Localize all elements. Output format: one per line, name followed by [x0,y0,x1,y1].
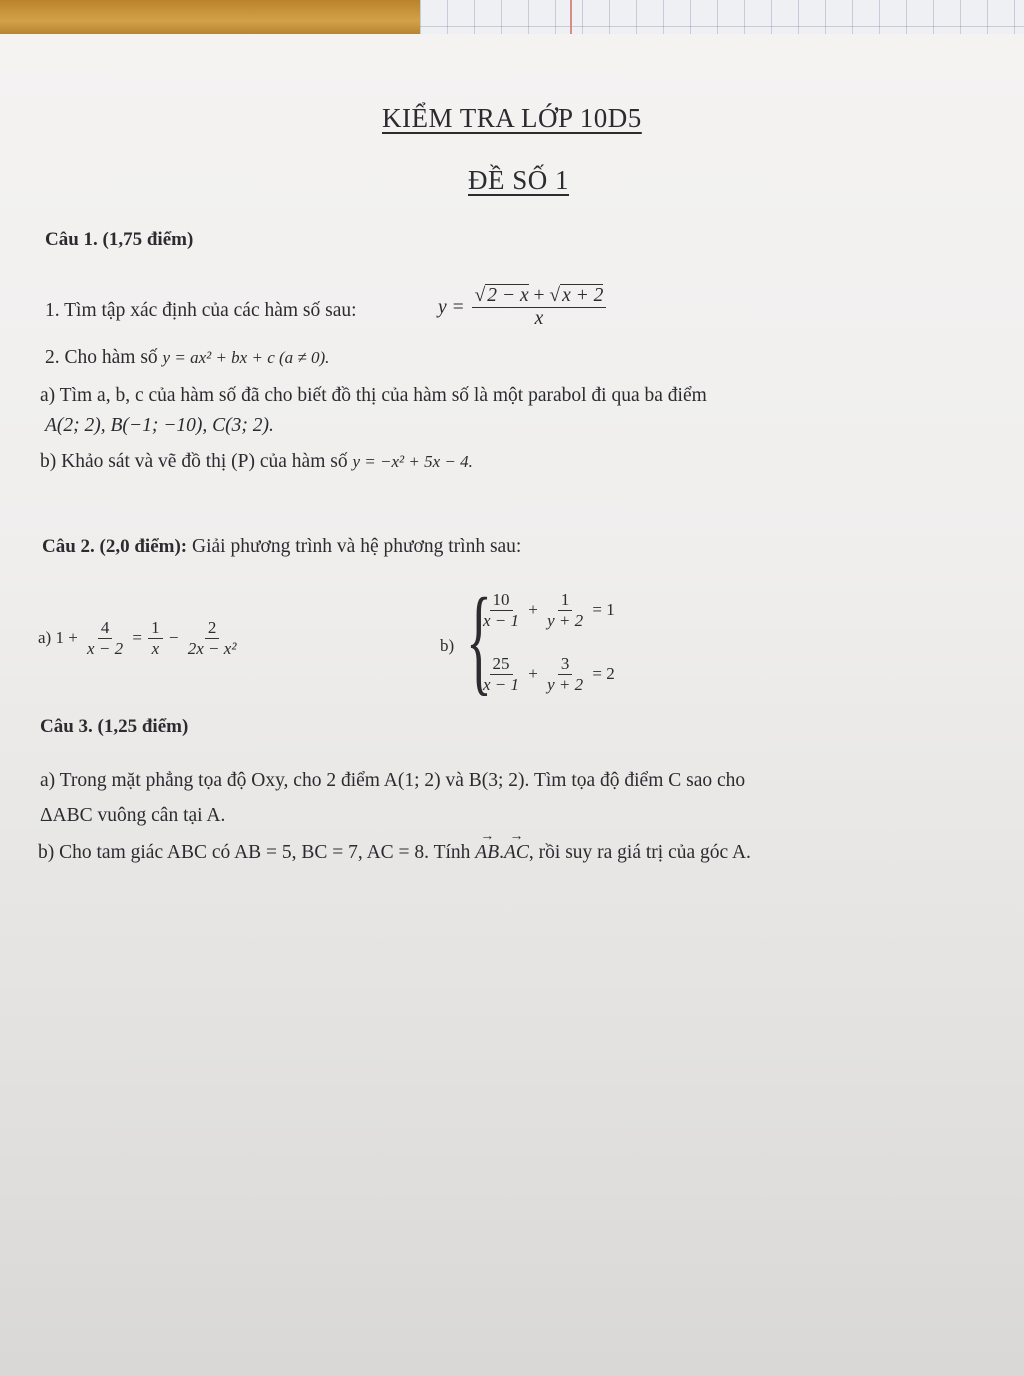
q2-formula: y = ax² + bx + c (a ≠ 0). [162,348,330,367]
cau3-qa-line1: a) Trong mặt phẳng tọa độ Oxy, cho 2 điểm A(1; 2) và B(3; 2). Tìm tọa độ điểm C sao cho [40,770,746,791]
cau2b-r1-frac2 [544,590,586,630]
cau1-heading: Câu 1. (1,75 điểm) [45,229,194,250]
graph-paper-edge [420,0,1024,36]
dot-product: . [499,842,504,863]
cau1-q1-formula [438,285,608,331]
qb-formula: y = −x² + 5x − 4. [352,452,473,471]
cau2-heading-rest: Giải phương trình và hệ phương trình sau: [192,536,522,557]
cau2b-row1 [478,590,615,630]
q1-plus: + [533,285,545,306]
cau2a-f1-den: x − 2 [87,638,124,658]
cau1-qa-line2: A(2; 2), B(−1; −10), C(3; 2). [45,415,274,436]
cau2b-r1-f1-num: 10 [490,590,513,611]
vector-ab: → AB [475,842,499,864]
cau2b-r2-frac1 [480,654,522,694]
cau2b-r2-f2-num: 3 [558,654,573,675]
cau3b-pre: b) Cho tam giác ABC có AB = 5, BC = 7, AC = 8. Tính [38,842,471,863]
cau2a-label: a) 1 + [38,628,78,648]
cau2a-f2-den: x [151,638,160,658]
cau2b-r1-rhs: = 1 [592,600,615,620]
cau1-qb [40,451,473,473]
cau2a-eq: = [132,628,142,648]
cau3-heading: Câu 3. (1,25 điểm) [40,716,189,737]
cau2b-r2-f1-den: x − 1 [483,674,520,694]
cau2a-f2-num: 1 [148,618,163,639]
q1-lhs: y = [438,296,465,318]
qb-text: b) Khảo sát và vẽ đồ thị (P) của hàm số [40,451,348,472]
cau2a-frac3 [185,618,240,658]
vector-ac: → AC [504,842,529,864]
cau2b-r1-f1-den: x − 1 [483,610,520,630]
cau2a-f3-num: 2 [205,618,220,639]
q1-sqrt-a: 2 − x [487,285,529,306]
q2-text: 2. Cho hàm số [45,347,158,368]
cau2b-r2-rhs: = 2 [592,664,615,684]
cau2a-minus: − [168,628,179,648]
cau2b-label: b) [440,636,455,655]
cau1-qa-line1: a) Tìm a, b, c của hàm số đã cho biết đồ thị của hàm số là một parabol đi qua ba điểm [40,385,707,406]
cau3b-post: , rồi suy ra giá trị của góc A. [528,842,751,863]
cau1-q1-text: 1. Tìm tập xác định của các hàm số sau: [45,300,357,321]
exam-subtitle: ĐỀ SỐ 1 [468,165,570,195]
q1-fraction: $\frac{√ 2 - x + √ x + 2}{x}$ [472,285,607,331]
cau2-heading: Câu 2. (2,0 điểm): [42,536,188,557]
cau1-q2 [45,347,329,369]
cau2a-f3-den: 2x − x² [187,638,237,658]
cau3-qb [38,842,751,864]
cau2b-row2 [478,654,615,694]
cau2a-frac2 [148,618,163,658]
exam-title: KIỂM TRA LỚP 10D5 [382,103,642,133]
cau2b-r1-f2-num: 1 [558,590,573,611]
margin-line [570,0,572,36]
cau2-part-a [38,618,241,658]
cau2b-r1-plus: + [528,600,538,620]
system-brace: { [466,573,492,706]
cau2b-r1-frac1 [480,590,522,630]
q1-denominator: x [534,308,544,330]
cau2b-r1-f2-den: y + 2 [547,610,584,630]
cau2a-f1-num: 4 [98,618,113,639]
cau2b-r2-f1-num: 25 [490,654,513,675]
cau2b-r2-plus: + [528,664,538,684]
cau2-heading-line [42,536,521,558]
cau2b-r2-frac2 [544,654,586,694]
cau2b-r2-f2-den: y + 2 [547,674,584,694]
cau2a-frac1 [84,618,126,658]
cau3-qa-line2: ΔABC vuông cân tại A. [40,805,226,826]
wooden-table-edge [0,0,420,38]
q1-sqrt-b: x + 2 [562,285,604,306]
